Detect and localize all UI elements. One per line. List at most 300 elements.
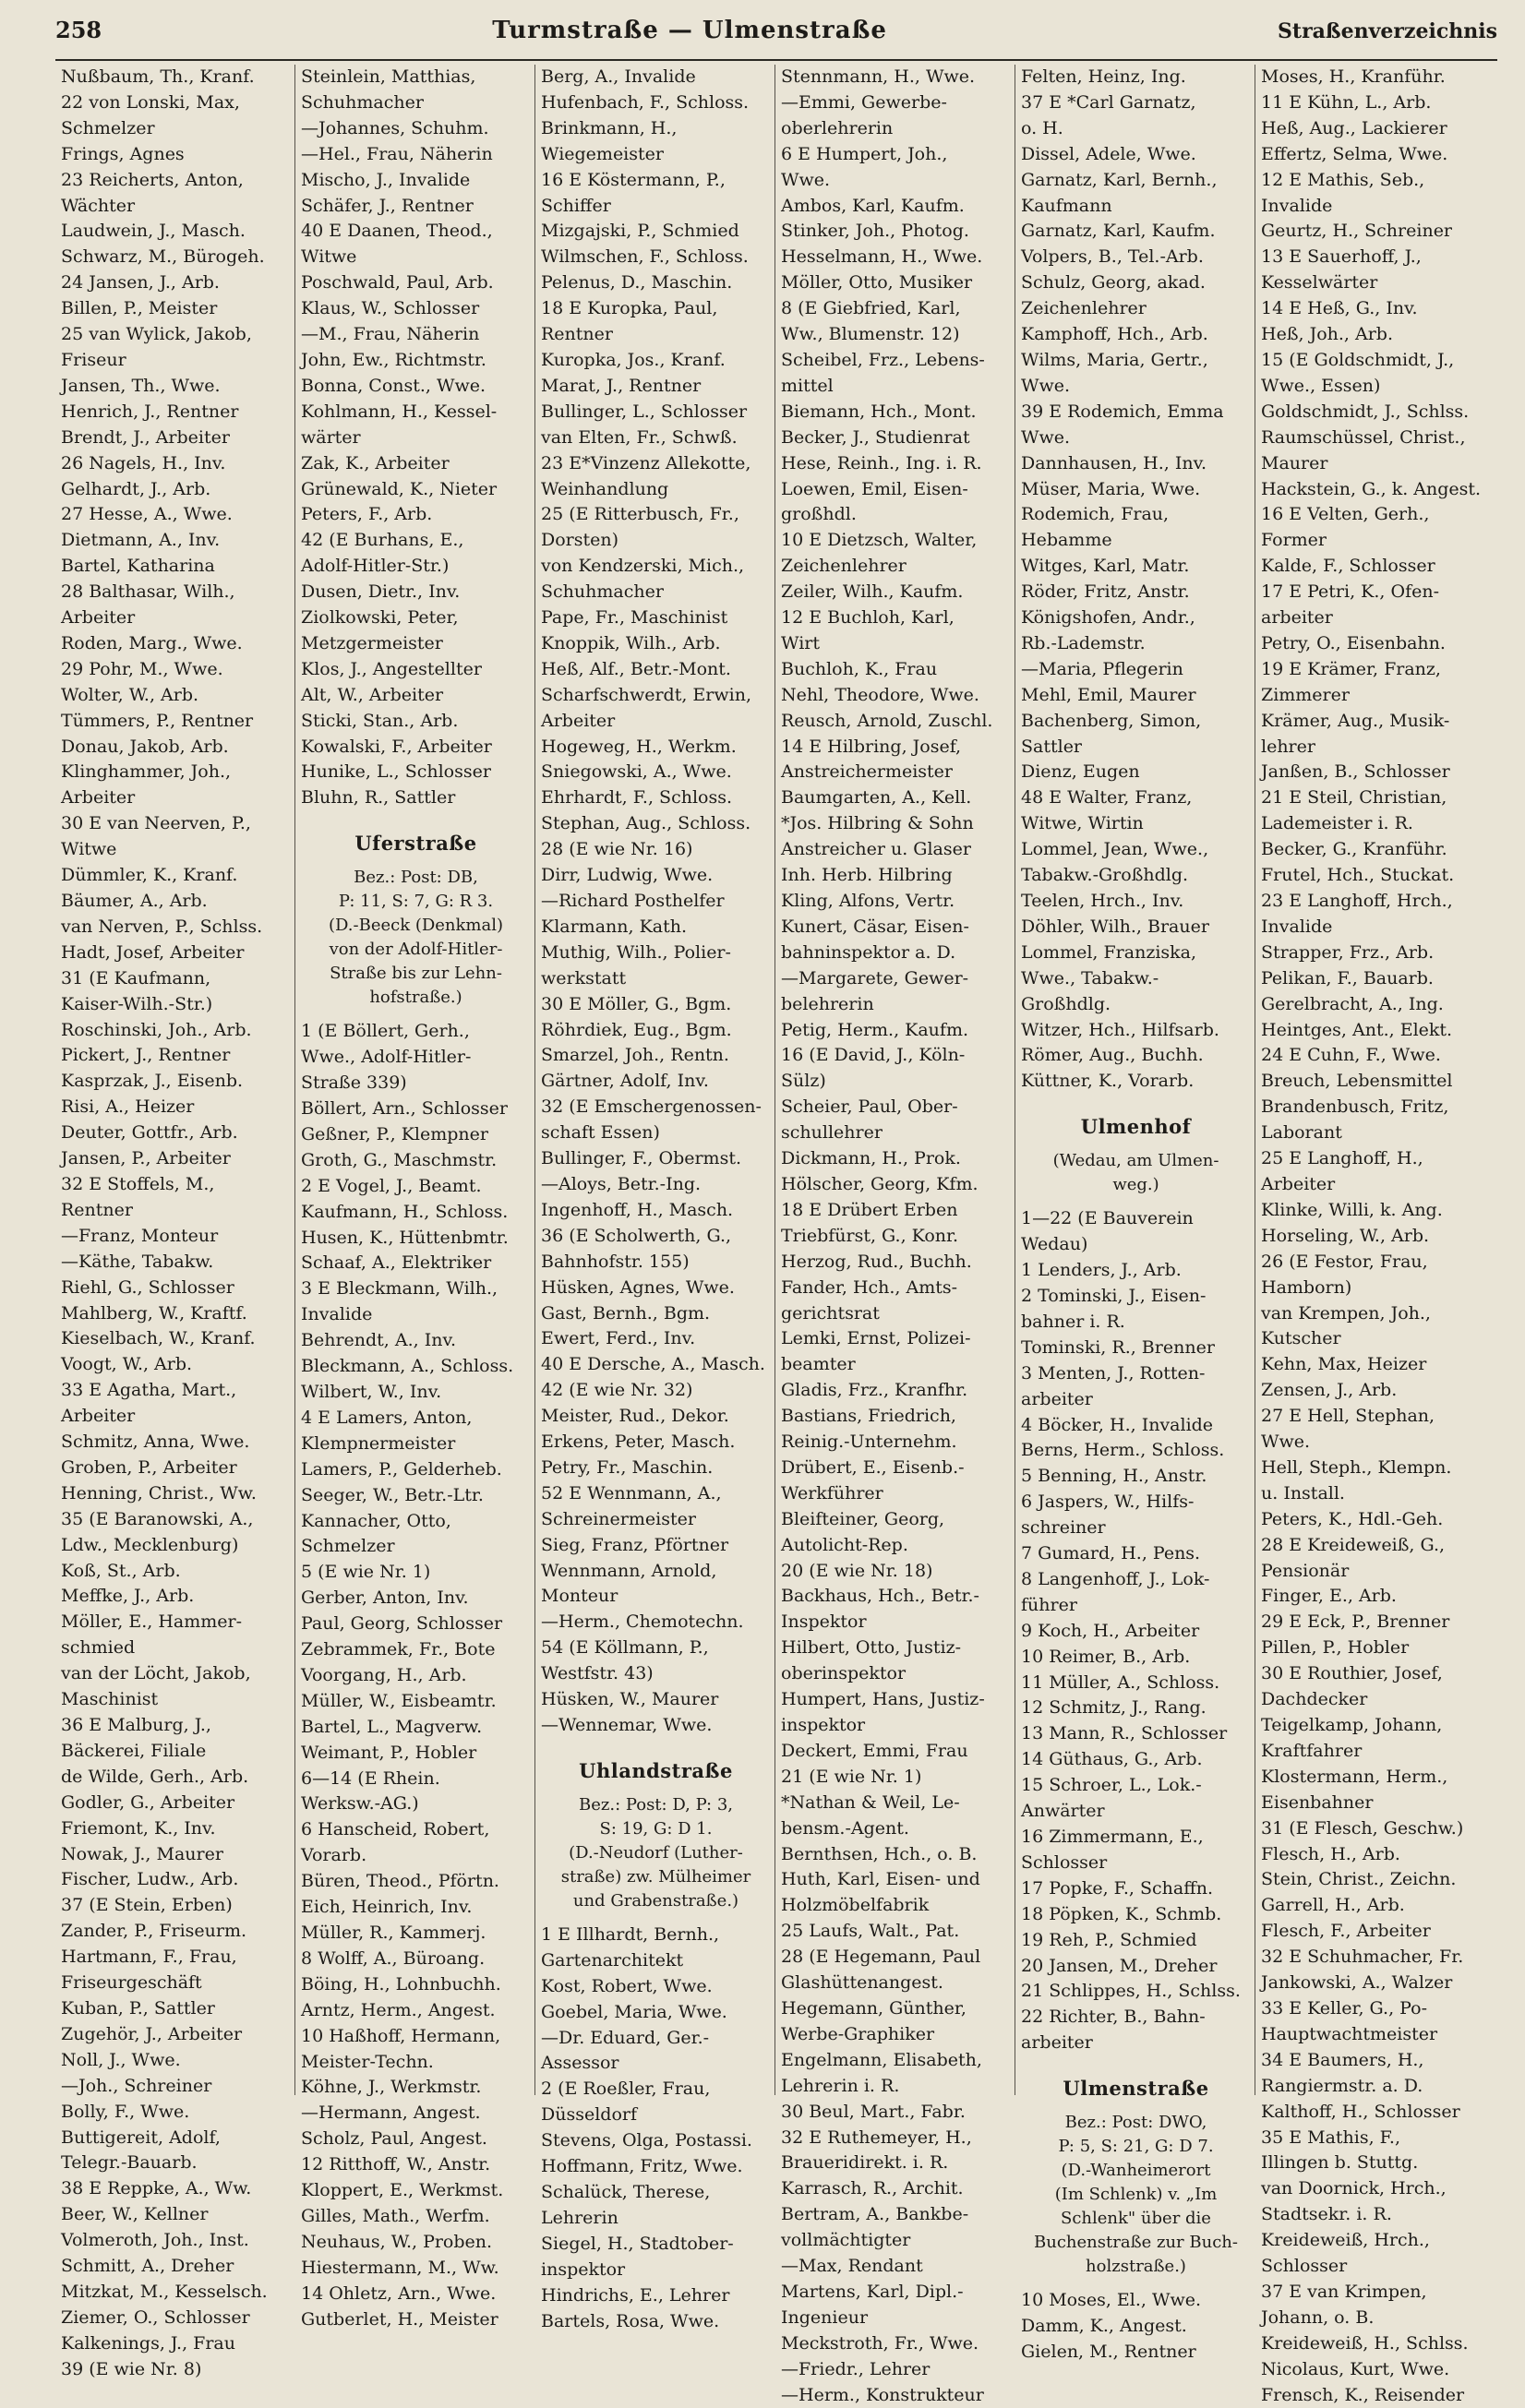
street-heading: Ulmenhof [1080,1115,1192,1139]
directory-entry: Meckstroth, Fr., Wwe. [781,2332,979,2354]
directory-entry: Inh. Herb. Hilbring [781,865,953,886]
directory-entry: 28 E Kreideweiß, G., [1261,1534,1446,1555]
directory-entry: van Doornick, Hrch., [1261,2178,1447,2199]
directory-entry: Felten, Heinz, Ing. [1021,66,1186,87]
directory-entry: Kuban, P., Sattler [61,1997,215,2019]
directory-entry: Anwärter [1021,1801,1105,1822]
directory-entry: Arbeiter [541,710,616,731]
directory-entry: Mizgajski, P., Schmied [541,221,739,242]
directory-entry: Fischer, Ludw., Arb. [61,1869,239,1890]
directory-entry: Röder, Fritz, Anstr. [1021,581,1190,603]
directory-entry: Lemki, Ernst, Polizei- [781,1328,971,1349]
directory-entry: Donau, Jakob, Arb. [61,736,229,757]
directory-entry: arbeiter [1261,607,1333,629]
directory-entry: 10 E Dietzsch, Walter, [781,530,978,551]
directory-entry: Weimant, P., Hobler [301,1742,477,1763]
directory-entry: Friemont, K., Inv. [61,1817,216,1839]
column-1 [55,65,295,2379]
directory-entry: 12 E Mathis, Seb., [1261,169,1425,190]
directory-entry: 20 (E wie Nr. 18) [781,1560,933,1581]
directory-entry: Monteur [541,1586,618,1607]
directory-entry: Hadt, Josef, Arbeiter [61,941,245,963]
directory-entry: Lademeister i. R. [1261,813,1413,834]
directory-entry: belehrerin [781,993,874,1014]
directory-entry: 16 (E David, J., Köln- [781,1045,966,1066]
directory-entry [1021,1197,1251,1206]
directory-entry: 54 (E Köllmann, P., [541,1637,709,1659]
directory-entry: Stephan, Aug., Schloss. [541,813,751,834]
directory-entry: Dickmann, H., Prok. [781,1148,961,1169]
directory-entry: —Richard Posthelfer [541,891,725,911]
directory-entry: Kraftfahrer [1261,1740,1363,1761]
directory-entry: —Wennemar, Wwe. [541,1715,713,1735]
directory-entry: 35 E Mathis, F., [1261,2126,1400,2148]
directory-entry: 2 Tominski, J., Eisen- [1021,1285,1207,1306]
directory-entry: 14 Ohletz, Arn., Wwe. [301,2282,497,2304]
directory-entry: 17 Popke, F., Schaffn. [1021,1877,1214,1899]
directory-entry: Former [1261,530,1327,551]
directory-entry: Hüsken, Agnes, Wwe. [541,1276,735,1298]
directory-entry: 32 E Stoffels, M., [61,1173,215,1194]
directory-entry: Ziemer, O., Schlosser [61,2306,250,2328]
directory-entry: Ingenhoff, H., Masch. [541,1199,734,1220]
directory-entry: Jansen, P., Arbeiter [61,1148,231,1169]
directory-entry: 28 (E wie Nr. 16) [541,839,693,860]
directory-entry: 17 E Petri, K., Ofen- [1261,581,1439,603]
directory-entry: Müller, R., Kammerj. [301,1923,486,1943]
directory-entry: Garnatz, Karl, Bernh., [1021,169,1218,190]
directory-entry: u. Install. [1261,1482,1345,1504]
directory-entry: Bartel, Katharina [61,556,215,577]
directory-entry: Wwe. [781,169,831,190]
directory-entry: Baumgarten, A., Kell. [781,787,972,809]
directory-entry: Bonna, Const., Wwe. [301,375,486,396]
directory-entry: Knoppik, Wilh., Arb. [541,632,721,653]
directory-entry: 6 Hanscheid, Robert, [301,1819,490,1840]
directory-entry: 42 (E wie Nr. 32) [541,1380,693,1401]
directory-entry: 23 E*Vinzenz Allekotte, [541,452,751,473]
directory-entry: Janßen, B., Schlosser [1261,761,1450,783]
directory-entry: Witzer, Hch., Hilfsarb. [1021,1019,1219,1040]
directory-entry: Werksw.-AG.) [301,1793,419,1815]
directory-entry: 48 E Walter, Franz, [1021,787,1193,809]
directory-entry: van Elten, Fr., Schwß. [541,426,738,448]
directory-entry: Kunert, Cäsar, Eisen- [781,916,969,937]
directory-entry: Wirt [781,632,820,653]
directory-entry: Geßner, P., Klempner [301,1123,488,1144]
directory-entry: 15 Schroer, L., Lok.- [1021,1775,1202,1796]
directory-entry: 22 Richter, B., Bahn- [1021,2007,1206,2028]
directory-entry: Tabakw.-Großhdlg. [1021,865,1189,886]
directory-entry: Werbe-Graphiker [781,2023,935,2044]
directory-entry: Gerber, Anton, Inv. [301,1587,469,1609]
directory-entry: Hesselmann, H., Wwe. [781,246,983,268]
directory-entry: Ww., Blumenstr. 12) [781,324,960,345]
directory-entry: Müser, Maria, Wwe. [1021,478,1201,499]
directory-entry: Bluhn, R., Sattler [301,787,456,809]
directory-entry: Damm, K., Angest. [1021,2316,1187,2337]
directory-entry: Dusen, Dietr., Inv. [301,581,461,603]
directory-entry: werkstatt [541,967,627,988]
directory-entry: Laborant [1261,1122,1342,1144]
directory-entry: —Joh., Schreiner [61,2075,212,2096]
directory-entry: Schmelzer [61,117,155,138]
directory-entry: Strapper, Frz., Arb. [1261,941,1435,963]
directory-entry: Becker, G., Kranführ. [1261,839,1447,860]
directory-entry: Witwe [61,839,117,860]
directory-entry: Bäckerei, Filiale [61,1740,207,1761]
directory-entry: Biemann, Hch., Mont. [781,401,977,422]
directory-entry: 16 E Köstermann, P., [541,169,726,190]
directory-entry: Bernthsen, Hch., o. B. [781,1843,978,1864]
directory-entry: Klostermann, Herm., [1261,1766,1448,1787]
directory-entry: Wilmschen, F., Schloss. [541,246,749,268]
directory-entry: Zugehör, J., Arbeiter [61,2023,243,2044]
directory-entry: —Herm., Konstrukteur [781,2384,984,2405]
street-note: S: 19, G: D 1. [599,1818,713,1839]
directory-entry: Krämer, Aug., Musik- [1261,710,1450,731]
directory-entry: 10 Moses, El., Wwe. [1021,2290,1202,2311]
directory-entry: Invalide [301,1304,373,1325]
directory-entry: Werkführer [781,1482,883,1504]
directory-entry: Gutberlet, H., Meister [301,2308,498,2330]
directory-entry: Westfstr. 43) [541,1663,654,1684]
directory-entry: 22 von Lonski, Max, [61,91,240,113]
directory-entry: Bertram, A., Bankbe- [781,2204,969,2225]
directory-entry: 28 Balthasar, Wilh., [61,581,235,603]
street-note: Straße bis zur Lehn- [330,964,502,984]
directory-entry: Ingenieur [781,2306,869,2328]
directory-entry: 19 E Krämer, Franz, [1261,658,1441,679]
directory-entry: Lommel, Franziska, [1021,941,1197,963]
directory-entry: Bartel, L., Magverw. [301,1716,483,1737]
street-note: (D.-Neudorf (Luther- [569,1842,743,1863]
directory-entry: Zimmerer [1261,684,1350,705]
directory-entry: —Johannes, Schuhm. [301,117,489,138]
directory-entry: Garnatz, Karl, Kaufm. [1021,221,1216,242]
directory-entry: Rentner [61,1199,133,1220]
street-note: hofstraße.) [369,988,462,1008]
directory-entry: Schäfer, J., Rentner [301,195,474,216]
street-note: (D.-Wanheimerort [1061,2161,1211,2181]
directory-entry: 18 E Drübert Erben [781,1199,958,1220]
directory-entry: 2 E Vogel, J., Beamt. [301,1175,482,1196]
directory-entry [301,1010,531,1019]
directory-entry: Groben, P., Arbeiter [61,1456,237,1478]
directory-entry: Schwarz, M., Bürogeh. [61,246,265,268]
directory-entry: Kaiser-Wilh.-Str.) [61,993,213,1014]
directory-entry: Tominski, R., Brenner [1021,1336,1215,1358]
directory-entry: 38 E Reppke, A., Ww. [61,2178,252,2199]
directory-entry: o. H. [1021,117,1063,138]
directory-entry: Klempnermeister [301,1432,456,1454]
directory-entry: Witges, Karl, Matr. [1021,556,1190,577]
directory-entry: Hufenbach, F., Schloss. [541,91,750,113]
directory-entry: großhdl. [781,504,857,525]
directory-entry: 5 Benning, H., Anstr. [1021,1466,1207,1487]
directory-entry: Kannacher, Otto, [301,1510,451,1531]
street-note: (D.-Beeck (Denkmal) [328,916,504,936]
directory-entry: 21 Schlippes, H., Schlss. [1021,1981,1241,2002]
directory-entry: Kesselwärter [1261,272,1378,294]
directory-entry: Möller, E., Hammer- [61,1611,243,1633]
directory-entry: Alt, W., Arbeiter [301,684,444,705]
directory-entry: Schulz, Georg, akad. [1021,272,1206,294]
directory-entry: Hogeweg, H., Werkm. [541,736,737,757]
directory-entry: Schmitt, A., Dreher [61,2256,234,2277]
directory-entry: Hegemann, Günther, [781,1997,967,2019]
directory-entry: Adolf-Hitler-Str.) [301,556,450,577]
directory-entry: Schaaf, A., Elektriker [301,1252,492,1274]
directory-entry: Reusch, Arnold, Zuschl. [781,710,993,731]
directory-entry: Brandenbusch, Fritz, [1261,1096,1449,1118]
directory-entry: 12 Schmitz, J., Rang. [1021,1697,1207,1719]
directory-entry: Maurer [1261,452,1328,473]
directory-entry: —Maria, Pflegerin [1021,658,1183,679]
street-note: P: 5, S: 21, G: D 7. [1058,2137,1214,2157]
directory-entry: Zander, P., Friseurm. [61,1921,247,1942]
street-note: Bez.: Post: DB, [354,868,478,888]
street-note: weg.) [1112,1175,1159,1195]
directory-entry: Scholz, Paul, Angest. [301,2128,487,2150]
directory-entry: 37 E *Carl Garnatz, [1021,91,1196,113]
directory-entry: 24 E Cuhn, F., Wwe. [1261,1045,1441,1066]
directory-entry: Büren, Theod., Pförtn. [301,1871,499,1892]
directory-entry: Hiestermann, M., Ww. [301,2257,499,2278]
street-note: und Grabenstraße.) [572,1890,739,1911]
directory-entry: Stadtsekr. i. R. [1261,2204,1392,2225]
directory-entry: 20 Jansen, M., Dreher [1021,1955,1218,1976]
directory-entry: Kasprzak, J., Eisenb. [61,1071,244,1092]
directory-entry: Scheier, Paul, Ober- [781,1096,958,1118]
directory-entry [1021,2279,1251,2288]
street-note: (Wedau, am Ulmen- [1052,1151,1219,1171]
directory-entry: Gärtner, Adolf, Inv. [541,1071,709,1092]
directory-entry: 4 Böcker, H., Invalide [1021,1414,1214,1435]
directory-entry: 16 Zimmermann, E., [1021,1827,1204,1847]
directory-entry: Goldschmidt, J., Schlss. [1261,401,1470,422]
directory-entry: Groth, G., Maschmstr. [301,1149,498,1170]
directory-entry: 3 E Bleckmann, Wilh., [301,1278,498,1300]
directory-entry: Wedau) [1021,1234,1088,1255]
directory-entry: Ldw., Mecklenburg) [61,1534,239,1555]
directory-entry: —Aloys, Betr.-Ing. [541,1173,702,1194]
directory-entry: 24 Jansen, J., Arb. [61,272,220,294]
directory-entry: Sniegowski, A., Wwe. [541,761,732,783]
directory-entry: Wwe. [1021,375,1071,396]
directory-entry: Schreinermeister [541,1508,696,1529]
directory-entry: Nußbaum, Th., Kranf. [61,66,255,87]
directory-entry: 32 (E Emschergenossen- [541,1096,762,1118]
directory-entry: bensm.-Agent. [781,1817,909,1839]
directory-entry: Vorarb. [301,1845,367,1866]
directory-entry: Telegr.-Bauarb. [61,2152,198,2174]
directory-entry: Gladis, Frz., Kranfhr. [781,1380,968,1401]
directory-entry: bahner i. R. [1021,1311,1125,1332]
directory-entry: Kling, Alfons, Vertr. [781,891,955,911]
directory-entry: Stevens, Olga, Postassi. [541,2130,752,2151]
directory-entry: Volpers, B., Tel.-Arb. [1021,246,1204,268]
directory-entry: Smarzel, Joh., Rentn. [541,1045,729,1066]
directory-entry: Lehrerin [541,2207,618,2228]
directory-entry: 30 E Routhier, Josef, [1261,1663,1443,1684]
directory-entry: 19 Reh, P., Schmied [1021,1929,1197,1950]
directory-entry: Möller, Otto, Musiker [781,272,973,294]
directory-entry: Wiegemeister [541,143,664,164]
directory-entry: —Margarete, Gewer- [781,967,969,988]
directory-entry: 27 E Hell, Stephan, [1261,1406,1435,1427]
directory-entry: Voogt, W., Arb. [61,1354,193,1375]
directory-entry: 32 E Ruthemeyer, H., [781,2126,972,2148]
directory-entry: de Wilde, Gerh., Arb. [61,1766,249,1787]
directory-entry: arbeiter [1021,1388,1093,1409]
directory-entry: Bleckmann, A., Schloss. [301,1356,514,1377]
directory-entry: Kohlmann, H., Kessel- [301,401,498,422]
page-number: 258 [55,17,102,43]
directory-entry: Assessor [541,2053,619,2074]
directory-entry: Hüsken, W., Maurer [541,1689,719,1710]
directory-entry: Inspektor [781,1611,867,1633]
directory-entry: Dannhausen, H., Inv. [1021,452,1207,473]
directory-entry: Lamers, P., Gelderheb. [301,1458,502,1480]
directory-entry: van Nerven, P., Schlss. [61,916,263,937]
directory-entry: Pensionär [1261,1560,1350,1581]
directory-entry: Anstreicher u. Glaser [781,839,971,860]
directory-entry: Wilms, Maria, Gertr., [1021,349,1208,370]
directory-entry: 6 Jaspers, W., Hilfs- [1021,1492,1195,1513]
directory-entry: Kieselbach, W., Kranf. [61,1328,256,1349]
directory-entry: 42 (E Burhans, E., [301,530,464,551]
directory-entry: 18 E Kuropka, Paul, [541,298,718,319]
directory-entry: Zak, K., Arbeiter [301,452,450,473]
directory-entry: Teigelkamp, Johann, [1261,1715,1443,1735]
directory-entry: 13 E Sauerhoff, J., [1261,246,1422,268]
column-3 [535,65,775,2331]
street-note: Bez.: Post: DWO, [1064,2113,1207,2133]
directory-entry: Hölscher, Georg, Kfm. [781,1173,979,1194]
directory-entry: Klarmann, Kath. [541,916,688,937]
column-5 [1015,65,1255,2362]
directory-entry: Wwe., Adolf-Hitler- [301,1047,472,1068]
directory-entry: Wilbert, W., Inv. [301,1381,442,1402]
directory-entry: Nehl, Theodore, Wwe. [781,684,979,705]
street-note: Bez.: Post: D, P: 3, [578,1794,733,1815]
directory-entry: Fander, Hch., Amts- [781,1276,958,1298]
directory-entry: Kowalski, F., Arbeiter [301,736,492,757]
directory-entry: 1—22 (E Bauverein [1021,1208,1194,1229]
directory-entry: Bachenberg, Simon, [1021,710,1202,731]
directory-entry: schreiner [1021,1517,1106,1539]
directory-entry [541,1913,771,1923]
directory-entry: Dümmler, K., Kranf. [61,865,238,886]
directory-entry: Dietmann, A., Inv. [61,530,221,551]
directory-entry: Kaufmann [1021,195,1112,216]
directory-entry: Bullinger, F., Obermst. [541,1148,741,1169]
directory-entry: lehrer [1261,736,1315,757]
directory-entry: Siegel, H., Stadtober- [541,2233,734,2254]
directory-entry: Gielen, M., Rentner [1021,2341,1196,2362]
directory-entry: Meister, Rud., Dekor. [541,1406,729,1427]
directory-entry: Wächter [61,195,136,216]
directory-entry: Sticki, Stan., Arb. [301,710,459,731]
directory-entry: schmied [61,1637,136,1659]
directory-entry: Heß, Joh., Arb. [1261,324,1394,345]
directory-entry: Geurtz, H., Schreiner [1261,221,1453,242]
street-note: von der Adolf-Hitler- [329,940,503,960]
directory-entry: Poschwald, Paul, Arb. [301,272,494,294]
directory-entry: Goebel, Maria, Wwe. [541,2001,727,2022]
directory-entry: Mahlberg, W., Kraftf. [61,1302,247,1324]
directory-entry: Marat, J., Rentner [541,375,702,396]
directory-entry: oberinspektor [781,1663,907,1684]
directory-entry: Illingen b. Stuttg. [1261,2152,1419,2174]
directory-entry: Finger, E., Arb. [1261,1586,1397,1607]
column-4 [775,65,1015,2405]
directory-entry: 25 E Langhoff, H., [1261,1148,1423,1169]
directory-entry: Becker, J., Studienrat [781,426,970,448]
directory-entry: Gelhardt, J., Arb. [61,478,211,499]
directory-entry: Kehn, Max, Heizer [1261,1354,1427,1375]
directory-entry: Herzog, Rud., Buchh. [781,1251,972,1272]
directory-entry: Kuropka, Jos., Kranf. [541,349,726,370]
directory-entry: Meister-Techn. [301,2051,434,2072]
directory-entry: Petry, O., Eisenbahn. [1261,632,1446,653]
directory-entry: Arbeiter [61,787,136,809]
directory-entry: schullehrer [781,1122,883,1144]
directory-entry: —Hermann, Angest. [301,2103,481,2124]
directory-entry: 39 E Rodemich, Emma [1021,401,1224,422]
directory-entry: Gilles, Math., Werfm. [301,2205,490,2226]
directory-entry: Maschinist [61,1689,159,1710]
directory-entry: 27 Hesse, A., Wwe. [61,504,233,525]
street-note: Schlenk" über die [1061,2209,1211,2229]
directory-entry: van Krempen, Joh., [1261,1302,1431,1324]
directory-entry: 16 E Velten, Gerh., [1261,504,1430,525]
directory-entry: Wolter, W., Arb. [61,684,199,705]
directory-entry: Brendt, J., Arbeiter [61,426,230,448]
directory-entry: Voorgang, H., Arb. [301,1664,467,1685]
directory-entry: Loewen, Emil, Eisen- [781,478,968,499]
directory-entry: 8 (E Giebfried, Karl, [781,298,961,319]
directory-entry: Volmeroth, Joh., Inst. [61,2230,249,2251]
directory-entry: Königshofen, Andr., [1021,607,1195,629]
directory-entry: 29 E Eck, P., Brenner [1261,1611,1450,1633]
directory-entry: Frensch, K., Reisender [1261,2384,1465,2405]
directory-entry: Friseurgeschäft [61,1972,202,1994]
directory-entry: Flesch, F., Arbeiter [1261,1921,1431,1942]
directory-entry: Kost, Robert, Wwe. [541,1975,713,1996]
directory-entry: Husen, K., Hüttenbmtr. [301,1227,509,1248]
section-title: Straßenverzeichnis [1278,19,1497,43]
directory-entry: Klinke, Willi, k. Ang. [1261,1199,1443,1220]
directory-entry: Autolicht-Rep. [781,1534,908,1555]
directory-entry: Wwe. [1021,426,1071,448]
directory-entry: —Friedr., Lehrer [781,2358,931,2379]
directory-entry: Pelikan, F., Bauarb. [1261,967,1434,988]
directory-entry: Dachdecker [1261,1689,1368,1710]
directory-entry: 11 E Kühn, L., Arb. [1261,91,1432,113]
directory-entry: Schlosser [1261,2256,1348,2277]
directory-entry: 10 Haßhoff, Hermann, [301,2025,501,2046]
directory-entry: Stinker, Joh., Photog. [781,221,969,242]
directory-entry: Hartmann, F., Frau, [61,1947,237,1968]
directory-entry: Stennmann, H., Wwe. [781,66,976,87]
directory-entry: 11 Müller, A., Schloss. [1021,1671,1220,1693]
directory-entry: Rodemich, Frau, [1021,504,1170,525]
directory-entry: Böllert, Arn., Schlosser [301,1098,508,1119]
directory-entry: Teelen, Hrch., Inv. [1021,891,1184,911]
directory-entry: Frings, Agnes [61,143,185,164]
